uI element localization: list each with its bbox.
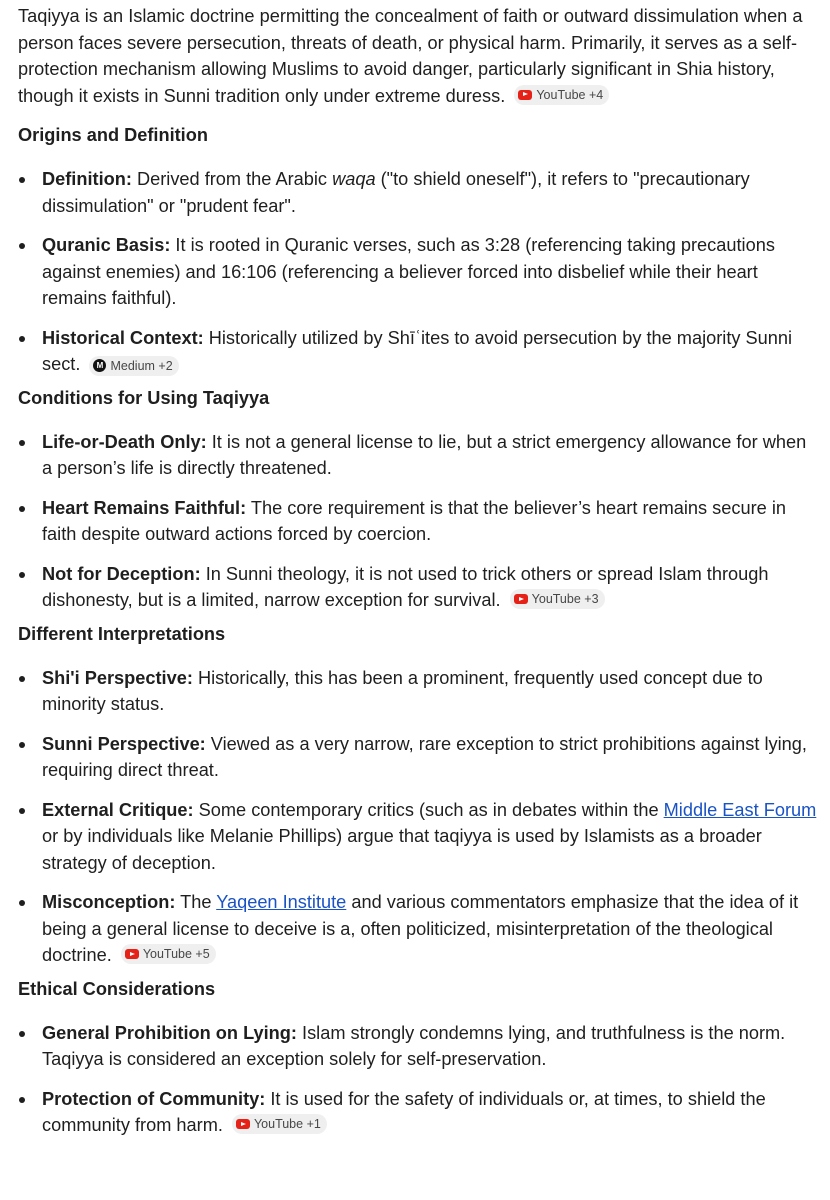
list-item xyxy=(18,429,818,482)
list-item xyxy=(18,731,818,784)
bullet-text: The xyxy=(175,892,217,912)
chip-label: YouTube +3 xyxy=(531,592,599,606)
bullet-text: Islam strongly condemns lying, and truthfulness is the norm. Taqiyya is considered an exception solely for self-preservation. xyxy=(42,1022,786,1069)
list-item xyxy=(18,561,818,614)
bullet-list-origins xyxy=(18,166,818,378)
yaqeen-institute-link[interactable]: Yaqeen Institute xyxy=(216,892,347,912)
bullet-term: Not for Deception: xyxy=(42,563,201,584)
bullet-list-ethical xyxy=(18,1020,818,1139)
list-item xyxy=(18,1086,818,1139)
section-heading-interpretations: Different Interpretations xyxy=(18,623,226,644)
chip-label: YouTube +4 xyxy=(536,87,604,102)
middle-east-forum-link[interactable]: Middle East Forum xyxy=(663,799,817,820)
youtube-icon xyxy=(514,594,528,604)
bullet-term: Heart Remains Faithful: xyxy=(42,497,247,518)
bullet-term: Definition: xyxy=(42,169,132,189)
bullet-term: Misconception: xyxy=(42,892,176,912)
section-heading-origins: Origins and Definition xyxy=(18,125,208,145)
bullet-list-interpretations xyxy=(18,665,818,969)
bullet-text: In Sunni theology, it is not used to trick others or spread Islam through dishonesty, but is a limited, narrow exception for survival. xyxy=(42,563,769,610)
bullet-term: Protection of Community: xyxy=(42,1088,266,1109)
chip-label: YouTube +1 xyxy=(253,1117,321,1131)
youtube-icon xyxy=(236,1119,250,1129)
bullet-term: Shi'i Perspective: xyxy=(42,667,193,688)
source-chip-youtube[interactable] xyxy=(232,1114,327,1134)
bullet-term: Quranic Basis: xyxy=(42,235,171,255)
bullet-term: General Prohibition on Lying: xyxy=(42,1022,297,1043)
source-chip-youtube[interactable] xyxy=(510,589,605,609)
chip-label: Medium +2 xyxy=(110,358,173,373)
bullet-text: and various commentators emphasize that the idea of it being a general license to deceive is a, often politicized, misinterpretation of the theological doctrine. xyxy=(42,892,799,965)
bullet-emphasis: waqa xyxy=(332,169,376,189)
bullet-text: Derived from the Arabic xyxy=(131,169,333,189)
bullet-term: Historical Context: xyxy=(42,327,204,348)
bullet-term: Sunni Perspective: xyxy=(42,733,206,754)
youtube-icon xyxy=(518,90,532,100)
source-chip-medium[interactable] xyxy=(89,356,178,376)
bullet-text: It is rooted in Quranic verses, such as 3:28 (referencing taking precautions against enemies) and 16:106 (referencing a believer forced into disbelief while their heart remains faithful). xyxy=(42,235,775,308)
section-heading-ethical: Ethical Considerations xyxy=(18,978,216,999)
medium-icon: M xyxy=(93,359,106,372)
bullet-text: or by individuals like Melanie Phillips) argue that taqiyya is used by Islamists as a broader strategy of deception. xyxy=(42,826,762,873)
bullet-text: Viewed as a very narrow, rare exception to strict prohibitions against lying, requiring direct threat. xyxy=(42,733,807,780)
list-item xyxy=(18,495,818,548)
bullet-text: Historically utilized by Shīʿites to avoid persecution by the majority Sunni sect. xyxy=(42,327,793,374)
chip-label: YouTube +5 xyxy=(142,947,210,961)
list-item xyxy=(18,1020,818,1073)
section-heading-conditions: Conditions for Using Taqiyya xyxy=(18,387,270,408)
bullet-term: External Critique: xyxy=(42,799,194,820)
list-item xyxy=(18,797,818,877)
bullet-text: ("to shield oneself"), it refers to "precautionary dissimulation" or "prudent fear". xyxy=(42,169,750,216)
source-chip-youtube[interactable] xyxy=(514,85,609,105)
intro-paragraph xyxy=(18,3,818,109)
list-item xyxy=(18,166,818,219)
bullet-text: Some contemporary critics (such as in debates within the xyxy=(193,799,664,820)
bullet-text: It is used for the safety of individuals or, at times, to shield the community from harm. xyxy=(42,1088,766,1135)
intro-text: Taqiyya is an Islamic doctrine permitting the concealment of faith or outward dissimulation when a person faces severe persecution, threats of death, or physical harm. Primarily, it serves as a self-protection mechanism allowing Muslims to avoid danger, particularly significant in Shia history, though it exists in Sunni tradition only under extreme duress. xyxy=(18,6,803,106)
list-item xyxy=(18,232,818,312)
bullet-text: The core requirement is that the believer’s heart remains secure in faith despite outward actions forced by coercion. xyxy=(42,497,786,544)
bullet-text: Historically, this has been a prominent, frequently used concept due to minority status. xyxy=(42,667,763,714)
list-item xyxy=(18,889,818,969)
youtube-icon xyxy=(125,949,139,959)
list-item xyxy=(18,325,818,378)
list-item xyxy=(18,665,818,718)
bullet-text: It is not a general license to lie, but a strict emergency allowance for when a person’s life is directly threatened. xyxy=(42,431,807,478)
bullet-term: Life-or-Death Only: xyxy=(42,431,207,452)
source-chip-youtube[interactable] xyxy=(121,944,216,964)
bullet-list-conditions xyxy=(18,429,818,614)
